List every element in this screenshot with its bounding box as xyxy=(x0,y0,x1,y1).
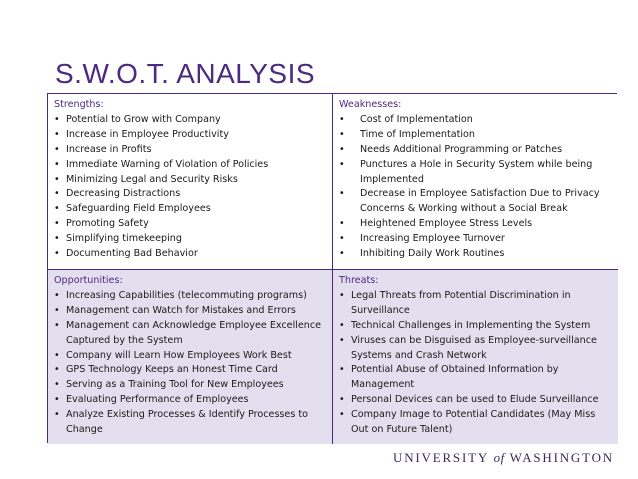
list-item: • Safeguarding Field Employees xyxy=(54,202,326,217)
list-item: • Decreasing Distractions xyxy=(54,187,326,202)
weaknesses-cell xyxy=(333,94,618,269)
list-item: • Evaluating Performance of Employees xyxy=(54,393,326,408)
list-item: • Increase in Employee Productivity xyxy=(54,128,326,143)
list-item: • Decrease in Employee Satisfaction Due to Privacy Concerns & Working without a Social Break xyxy=(339,187,612,217)
swot-table xyxy=(47,93,617,443)
list-item: • Legal Threats from Potential Discrimination in Surveillance xyxy=(339,289,612,319)
list-item: • Company Image to Potential Candidates (May Miss Out on Future Talent) xyxy=(339,408,612,438)
list-item: • Inhibiting Daily Work Routines xyxy=(339,247,612,262)
list-item: • Increase in Profits xyxy=(54,143,326,158)
list-item: • Analyze Existing Processes & Identify Processes to Change xyxy=(54,408,326,438)
list-item: • Time of Implementation xyxy=(339,128,612,143)
logo-washington: WASHINGTON xyxy=(509,450,614,465)
list-item: • Promoting Safety xyxy=(54,217,326,232)
threats-list xyxy=(339,289,612,438)
list-item: • Cost of Implementation xyxy=(339,113,612,128)
list-item: • Increasing Capabilities (telecommuting programs) xyxy=(54,289,326,304)
logo-of: of xyxy=(493,450,505,465)
list-item: • Viruses can be Disguised as Employee-surveillance Systems and Crash Network xyxy=(339,334,612,364)
opportunities-list xyxy=(54,289,326,438)
logo-university: UNIVERSITY xyxy=(393,450,489,465)
list-item: • Documenting Bad Behavior xyxy=(54,247,326,262)
strengths-cell xyxy=(48,94,333,269)
strengths-list xyxy=(54,113,326,262)
list-item: • Personal Devices can be used to Elude Surveillance xyxy=(339,393,612,408)
list-item: • Needs Additional Programming or Patches xyxy=(339,143,612,158)
list-item: • Simplifying timekeeping xyxy=(54,232,326,247)
list-item: • Potential to Grow with Company xyxy=(54,113,326,128)
opportunities-heading: Opportunities: xyxy=(54,275,123,286)
page-title: S.W.O.T. ANALYSIS xyxy=(55,58,316,89)
list-item: • GPS Technology Keeps an Honest Time Card xyxy=(54,363,326,378)
threats-cell xyxy=(333,269,618,444)
opportunities-cell xyxy=(48,269,333,444)
list-item: • Management can Watch for Mistakes and Errors xyxy=(54,304,326,319)
list-item: • Company will Learn How Employees Work Best xyxy=(54,349,326,364)
list-item: • Potential Abuse of Obtained Information by Management xyxy=(339,363,612,393)
list-item: • Immediate Warning of Violation of Policies xyxy=(54,158,326,173)
threats-heading: Threats: xyxy=(339,275,379,286)
university-logo xyxy=(393,450,614,466)
list-item: • Management can Acknowledge Employee Excellence Captured by the System xyxy=(54,319,326,349)
list-item: • Heightened Employee Stress Levels xyxy=(339,217,612,232)
weaknesses-heading: Weaknesses: xyxy=(339,99,402,110)
list-item: • Technical Challenges in Implementing the System xyxy=(339,319,612,334)
list-item: • Minimizing Legal and Security Risks xyxy=(54,173,326,188)
strengths-heading: Strengths: xyxy=(54,99,104,110)
weaknesses-list xyxy=(339,113,612,262)
list-item: • Increasing Employee Turnover xyxy=(339,232,612,247)
list-item: • Punctures a Hole in Security System while being Implemented xyxy=(339,158,612,188)
list-item: • Serving as a Training Tool for New Employees xyxy=(54,378,326,393)
